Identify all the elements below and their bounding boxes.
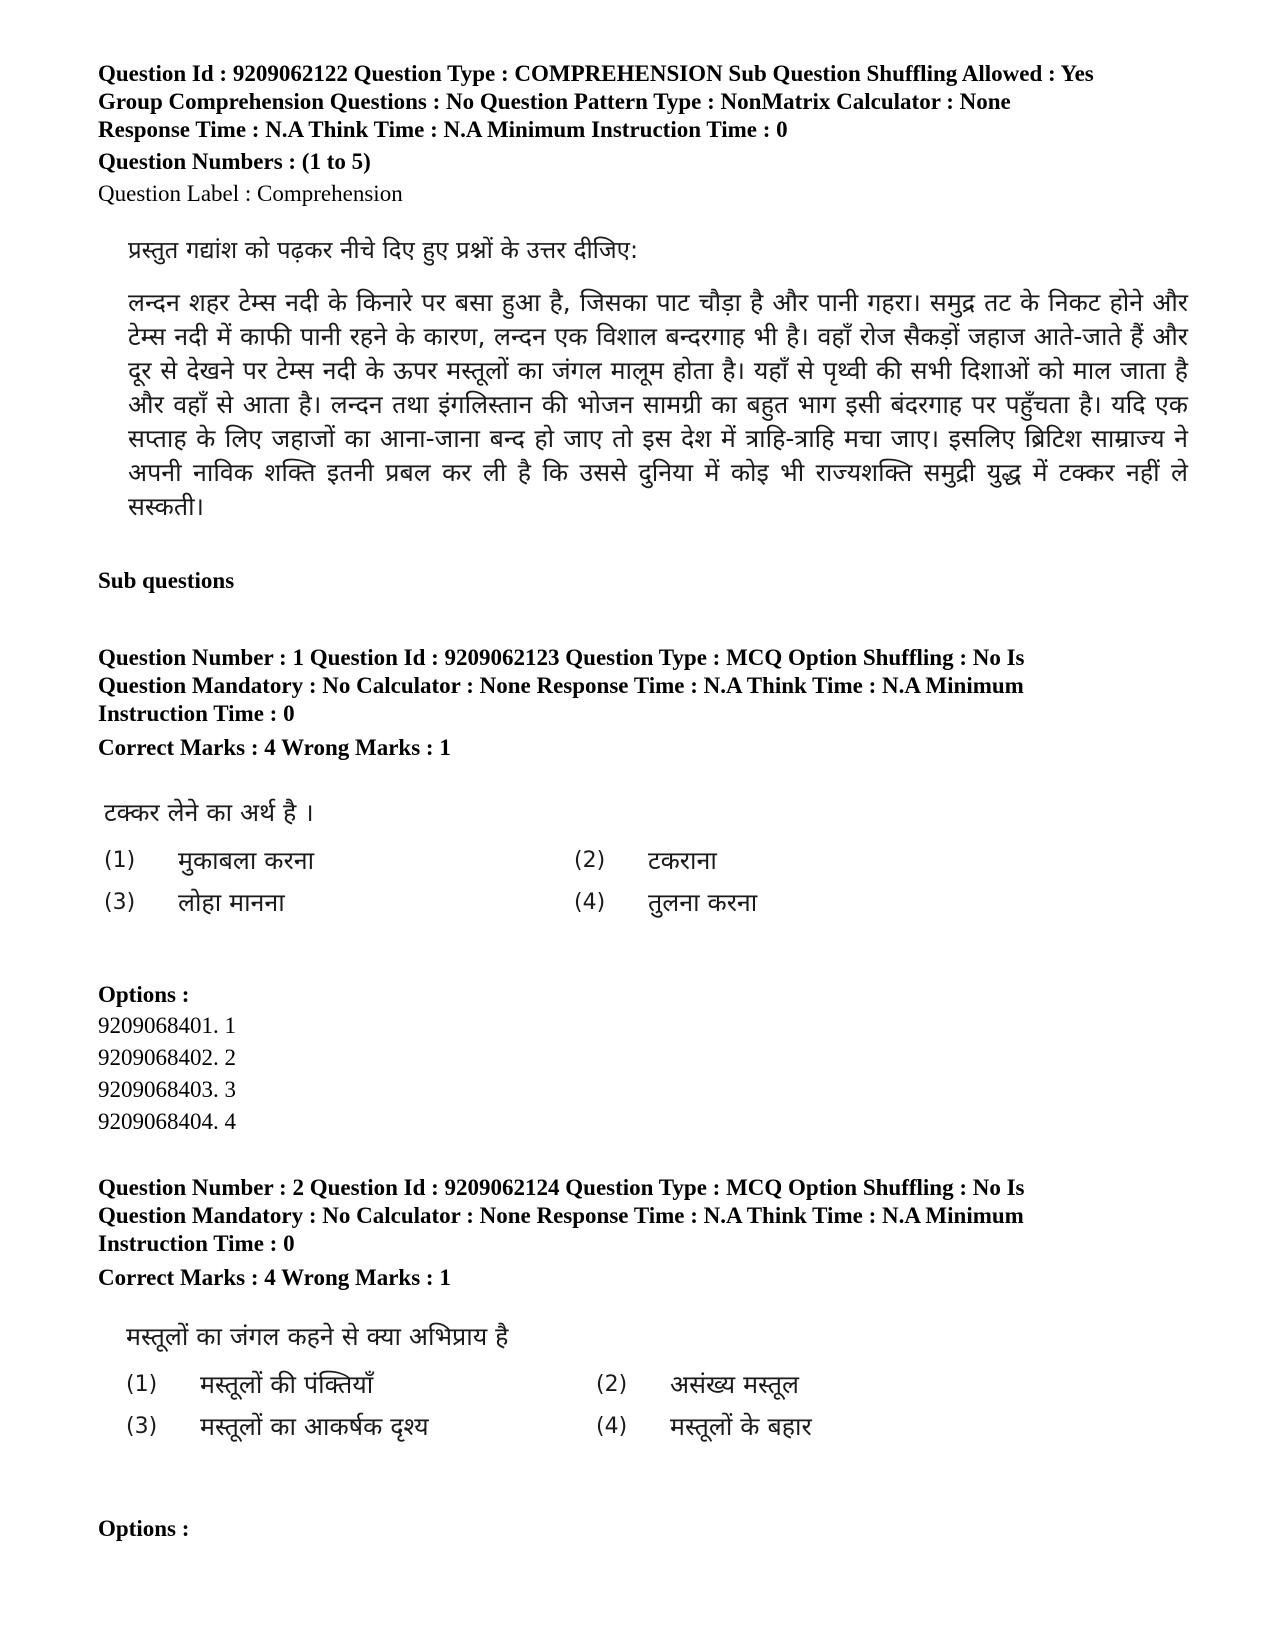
choice-item	[126, 1410, 596, 1444]
question-marks: Correct Marks : 4 Wrong Marks : 1	[98, 735, 451, 760]
question-meta-line: Instruction Time : 0	[98, 701, 295, 726]
question-meta-line: Question Number : 1 Question Id : 9209062123 Question Type : MCQ Option Shuffling : No Is	[98, 645, 1025, 670]
question-numbers: Question Numbers : (1 to 5)	[98, 149, 371, 174]
choice-text: लोहा मानना	[178, 888, 285, 917]
sub-questions-heading: Sub questions	[98, 568, 235, 593]
choice-item	[104, 886, 574, 920]
question-label: Question Label : Comprehension	[98, 181, 403, 206]
options-list	[98, 1010, 1198, 1138]
choice-number: (4)	[596, 1414, 628, 1439]
question-text: मस्तूलों का जंगल कहने से क्या अभिप्राय है	[126, 1322, 509, 1351]
choice-item	[104, 844, 574, 878]
option-id: 9209068403. 3	[98, 1077, 236, 1102]
sub-question-1	[98, 644, 1198, 1138]
options-heading: Options :	[98, 982, 190, 1007]
choice-item	[596, 1410, 1016, 1444]
question-text: टक्कर लेने का अर्थ है ।	[104, 798, 314, 827]
choice-text: तुलना करना	[648, 888, 758, 917]
question-meta-line: Response Time : N.A Think Time : N.A Minimum Instruction Time : 0	[98, 117, 788, 142]
passage-instruction: प्रस्तुत गद्यांश को पढ़कर नीचे दिए हुए प्रश्नों के उत्तर दीजिए:	[128, 236, 639, 264]
question-meta-line: Question Mandatory : No Calculator : None Response Time : N.A Think Time : N.A Minimum	[98, 1203, 1024, 1228]
choice-text: टकराना	[648, 846, 717, 875]
choice-number: (2)	[596, 1372, 628, 1397]
choice-number: (1)	[126, 1372, 158, 1397]
question-meta-line: Question Mandatory : No Calculator : None Response Time : N.A Think Time : N.A Minimum	[98, 673, 1024, 698]
choice-text: मस्तूलों की पंक्तियाँ	[200, 1370, 374, 1399]
choice-text: असंख्य मस्तूल	[670, 1370, 799, 1399]
choice-text: मस्तूलों के बहार	[670, 1412, 812, 1441]
question-meta-line: Group Comprehension Questions : No Question Pattern Type : NonMatrix Calculator : None	[98, 89, 1011, 114]
sub-question-2	[98, 1174, 1198, 1542]
choice-grid	[126, 1368, 1198, 1444]
question-content	[104, 796, 1198, 920]
question-meta-line: Question Id : 9209062122 Question Type : COMPREHENSION Sub Question Shuffling Allowed : Yes	[98, 61, 1094, 86]
comprehension-passage	[128, 234, 1188, 524]
choice-number: (1)	[104, 848, 136, 873]
choice-number: (3)	[126, 1414, 158, 1439]
choice-item	[126, 1368, 596, 1402]
choice-item	[574, 886, 994, 920]
option-id: 9209068402. 2	[98, 1045, 236, 1070]
choice-number: (4)	[574, 890, 606, 915]
choice-grid	[104, 844, 1198, 920]
option-id: 9209068404. 4	[98, 1109, 236, 1134]
comprehension-header	[98, 60, 1198, 208]
option-id: 9209068401. 1	[98, 1013, 236, 1038]
choice-text: मुकाबला करना	[178, 846, 315, 875]
question-meta-line: Instruction Time : 0	[98, 1231, 295, 1256]
choice-number: (3)	[104, 890, 136, 915]
choice-item	[596, 1368, 1016, 1402]
question-meta-line: Question Number : 2 Question Id : 9209062124 Question Type : MCQ Option Shuffling : No Is	[98, 1175, 1025, 1200]
choice-item	[574, 844, 994, 878]
choice-number: (2)	[574, 848, 606, 873]
question-content	[126, 1320, 1198, 1444]
passage-text: लन्दन शहर टेम्स नदी के किनारे पर बसा हुआ है, जिसका पाट चौड़ा है और पानी गहरा। समुद्र तट के निकट होने और टेम्स नदी में काफी पानी रहने के कारण, लन्दन एक विशाल बन्दरगाह भी है। वहाँ रोज सैकड़ों जहाज आते-जाते हैं और दूर से देखने पर टेम्स नदी के ऊपर मस्तूलों का जंगल मालूम होता है। यहाँ से पृथ्वी की सभी दिशाओं को माल जाता है और वहाँ से आता है। लन्दन तथा इंगलिस्तान की भोजन सामग्री का बहुत भाग इसी बंदरगाह पर पहुँचता है। यदि एक सप्ताह के लिए जहाजों का आना-जाना बन्द हो जाए तो इस देश में त्राहि-त्राहि मचा जाए। इसलिए ब्रिटिश साम्राज्य ने अपनी नाविक शक्ति इतनी प्रबल कर ली है कि उससे दुनिया में कोइ भी राज्यशक्ति समुद्री युद्ध में टक्कर नहीं ले सस्कती।	[128, 288, 1188, 521]
options-heading: Options :	[98, 1516, 190, 1541]
choice-text: मस्तूलों का आकर्षक दृश्य	[200, 1412, 429, 1441]
document-page	[98, 60, 1198, 1542]
question-marks: Correct Marks : 4 Wrong Marks : 1	[98, 1265, 451, 1290]
